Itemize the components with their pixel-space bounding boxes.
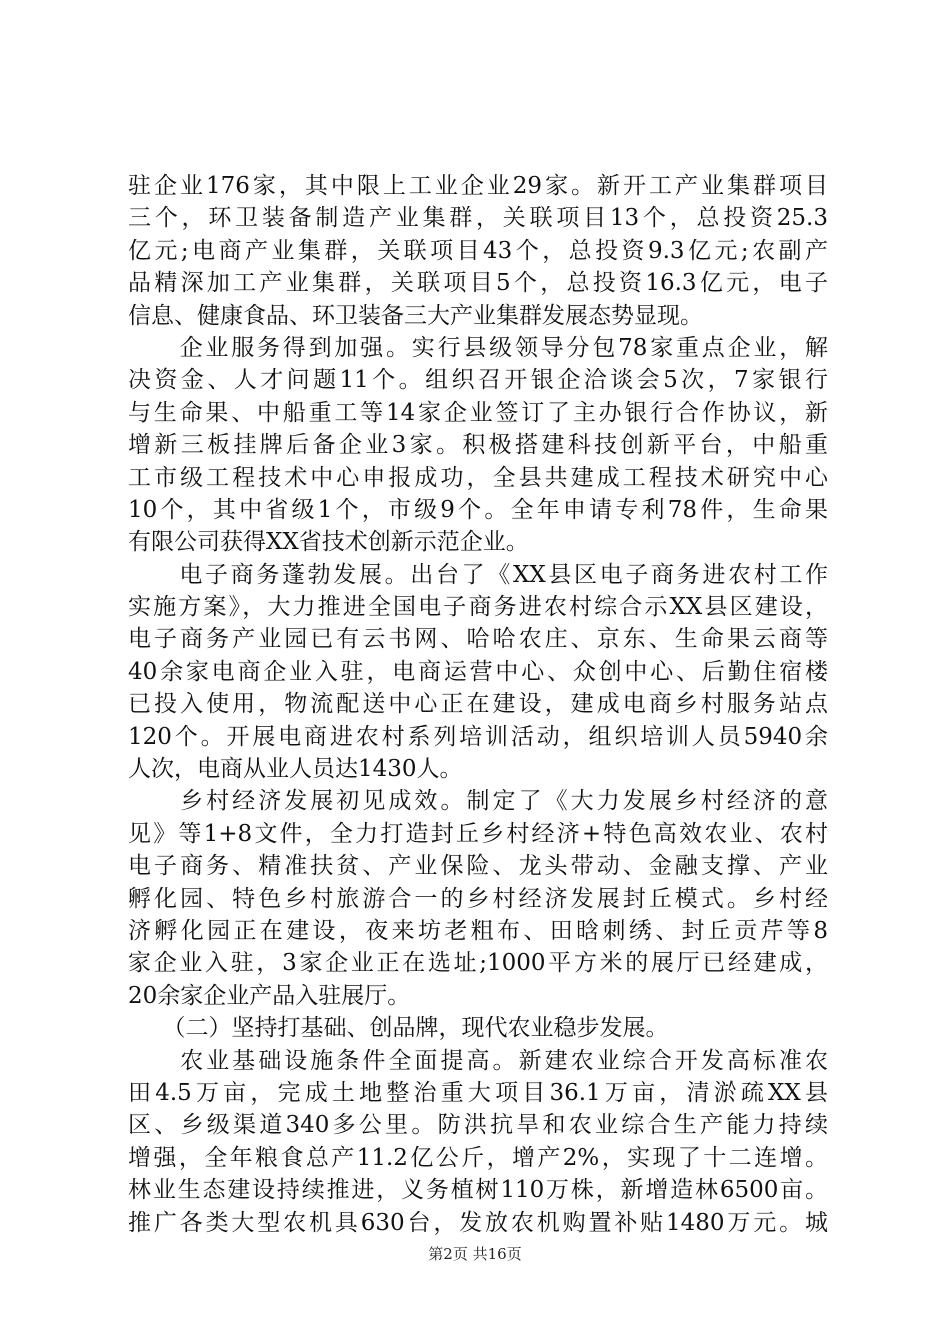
text-line: 乡村经济发展初见成效。制定了《大力发展乡村经济的意 [128,788,828,815]
page-footer: 第2页 共16页 [428,1245,522,1263]
text-line: 推广各类大型农机具630台，发放农机购置补贴1480万元。城 [128,1209,828,1236]
text-line: 与生命果、中船重工等14家企业签订了主办银行合作协议，新 [128,399,828,426]
text-line: 实施方案》，大力推进全国电子商务进农村综合示XX县区建设， [128,594,828,621]
text-line: 已投入使用，物流配送中心正在建设，建成电商乡村服务站点 [128,691,828,718]
text-line: 40余家电商企业入驻，电商运营中心、众创中心、后勤住宿楼 [128,658,828,685]
text-line: 有限公司获得XX省技术创新示范企业。 [128,529,529,556]
text-line: 增新三板挂牌后备企业3家。积极搭建科技创新平台，中船重 [128,432,828,459]
text-line: 见》等1+8文件，全力打造封丘乡村经济+特色高效农业、农村 [128,820,828,847]
text-line: 三个，环卫装备制造产业集群，关联项目13个，总投资25.3 [128,205,828,232]
text-line: 亿元;电商产业集群，关联项目43个，总投资9.3亿元;农副产 [128,237,828,264]
text-line: 增强，全年粮食总产11.2亿公斤，增产2%，实现了十二连增。 [128,1144,828,1171]
text-line: 林业生态建设持续推进，义务植树110万株，新增造林6500亩。 [128,1177,828,1204]
text-line: 工市级工程技术中心申报成功，全县共建成工程技术研究中心 [128,464,828,491]
text-line: 田4.5万亩，完成土地整治重大项目36.1万亩，清淤疏XX县 [128,1079,828,1106]
text-line: 人次，电商从业人员达1430人。 [128,756,463,783]
text-line: 家企业入驻，3家企业正在选址;1000平方米的展厅已经建成， [128,950,828,977]
text-line: 信息、健康食品、环卫装备三大产业集群发展态势显现。 [128,302,703,329]
text-line: 电子商务产业园已有云书网、哈哈农庄、京东、生命果云商等 [128,626,828,653]
text-line: 10个，其中省级1个，市级9个。全年申请专利78件，生命果 [128,496,828,523]
text-line: 区、乡级渠道340多公里。防洪抗旱和农业综合生产能力持续 [128,1112,828,1139]
text-line: 驻企业176家，其中限上工业企业29家。新开工产业集群项目 [128,173,828,199]
text-line: 孵化园、特色乡村旅游合一的乡村经济发展封丘模式。乡村经 [128,885,828,912]
text-line: 决资金、人才问题11个。组织召开银企洽谈会5次，7家银行 [128,367,828,394]
text-line: （二）坚持打基础、创品牌，现代农业稳步发展。 [128,1015,669,1042]
text-line: 120个。开展电商进农村系列培训活动，组织培训人员5940余 [128,723,828,750]
text-line: 品精深加工产业集群，关联项目5个，总投资16.3亿元，电子 [128,270,828,297]
text-line: 电子商务、精准扶贫、产业保险、龙头带动、金融支撑、产业 [128,853,828,880]
text-line: 电子商务蓬勃发展。出台了《XX县区电子商务进农村工作 [128,561,828,588]
document-body [128,170,828,1239]
text-line: 企业服务得到加强。实行县级领导分包78家重点企业，解 [128,334,828,361]
text-line: 济孵化园正在建设，夜来坊老粗布、田晗刺绣、封丘贡芹等8 [128,917,828,944]
text-line: 农业基础设施条件全面提高。新建农业综合开发高标准农 [128,1047,828,1074]
text-line: 20余家企业产品入驻展厅。 [128,982,411,1009]
